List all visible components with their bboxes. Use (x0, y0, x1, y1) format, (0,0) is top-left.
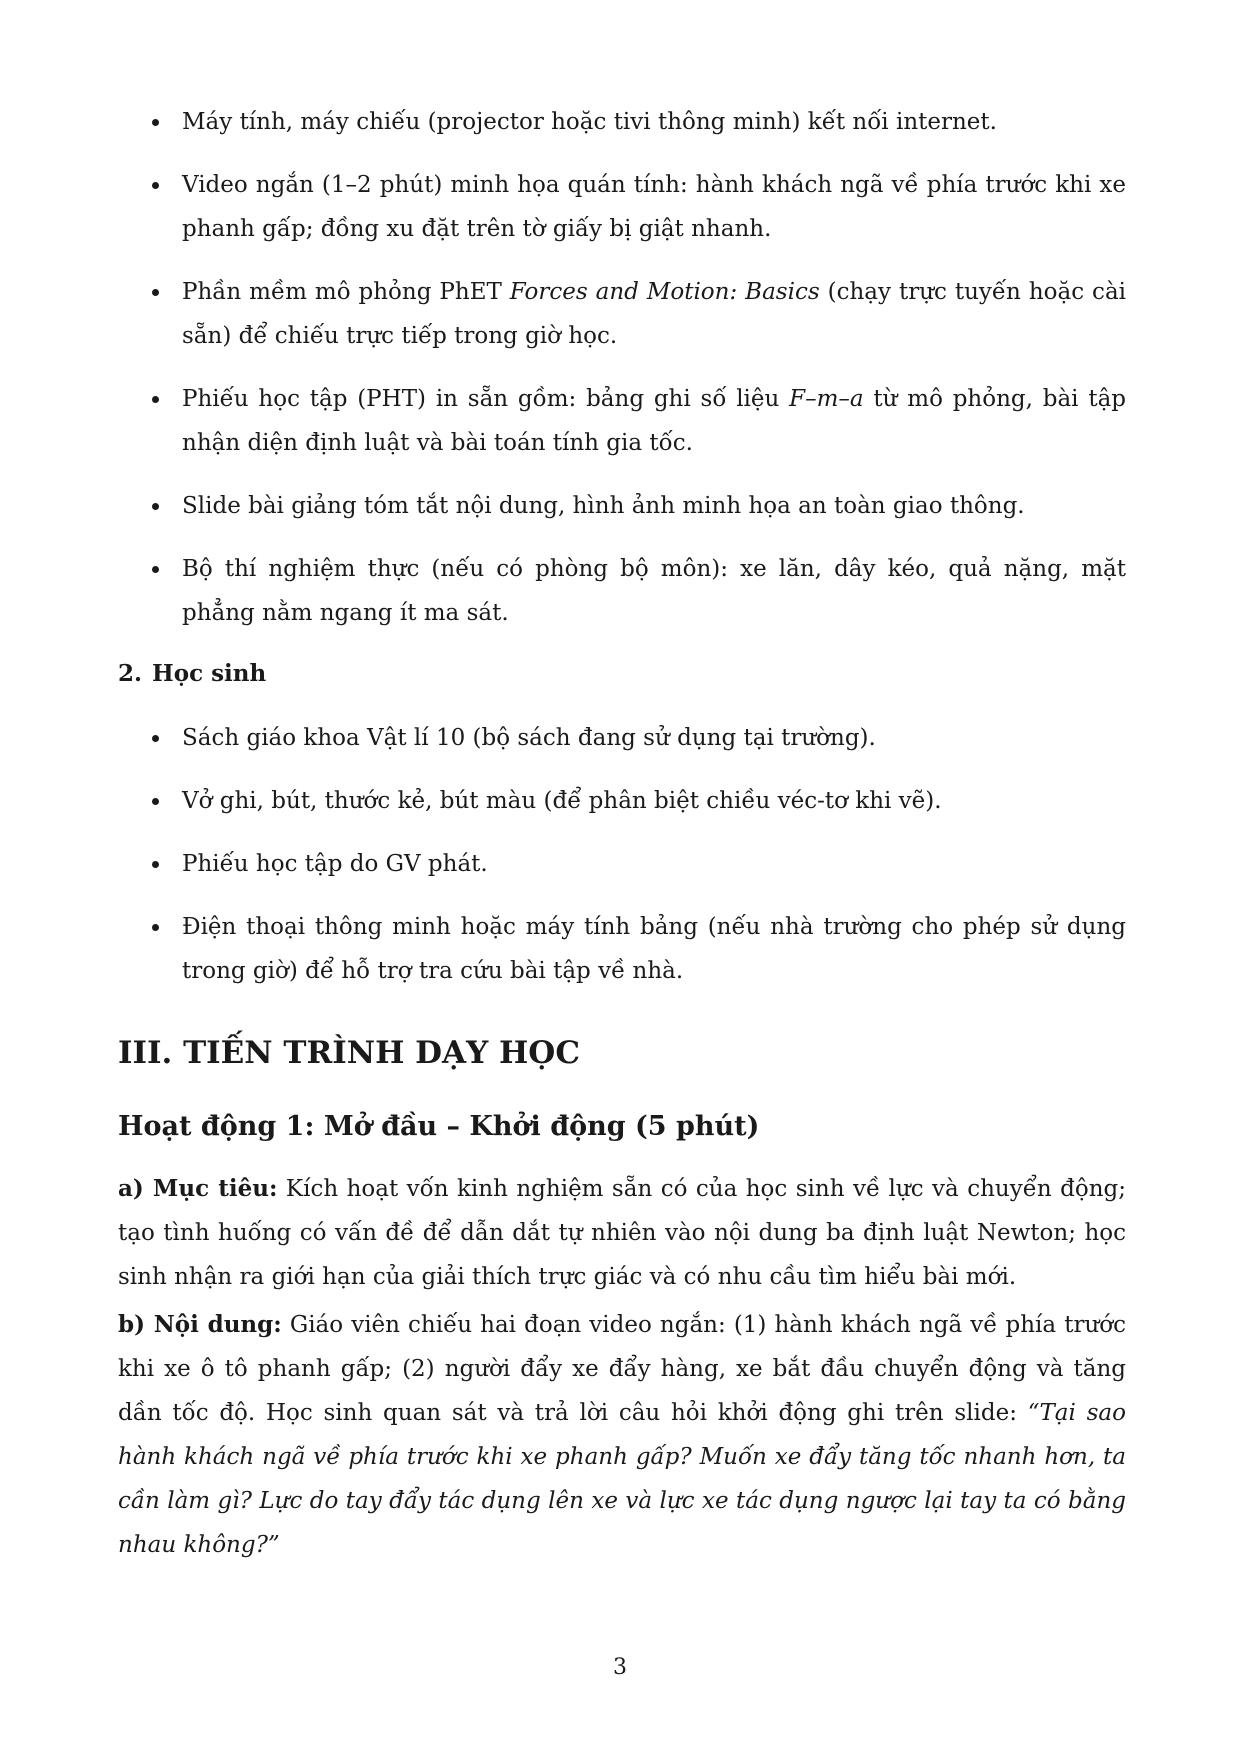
software-title: Forces and Motion: Basics (509, 279, 820, 305)
list-item (118, 377, 1126, 465)
section-title: III. TIẾN TRÌNH DẠY HỌC (118, 1035, 580, 1071)
objective-paragraph (118, 1167, 1126, 1299)
bullet-icon (152, 289, 159, 296)
content-label: b) Nội dung: (118, 1311, 282, 1338)
bullet-icon (152, 119, 159, 126)
content-paragraph (118, 1303, 1126, 1567)
list-item-text-post: (chạy trực tuyến hoặc cài sẵn) để chiếu trực tiếp trong giờ học. (182, 279, 1127, 349)
list-item-text-post: từ mô phỏng, bài tập nhận diện định luật và bài toán tính gia tốc. (182, 386, 1126, 456)
activity-title: Hoạt động 1: Mở đầu – Khởi động (5 phút) (118, 1111, 760, 1142)
list-item-text-pre: Phiếu học tập (PHT) in sẵn gồm: bảng ghi số liệu (182, 386, 790, 412)
list-item (118, 779, 1126, 823)
bullet-icon (152, 396, 159, 403)
bullet-icon (152, 924, 159, 931)
list-item (118, 716, 1126, 760)
students-heading-label: Học sinh (152, 660, 267, 687)
list-item-text: Bộ thí nghiệm thực (nếu có phòng bộ môn): xe lăn, dây kéo, quả nặng, mặt phẳng nằm ngang ít ma sát. (182, 556, 1126, 626)
formula-fma: F–m–a (789, 386, 864, 412)
list-item (118, 905, 1126, 993)
list-item (118, 100, 1126, 144)
page-number: 3 (613, 1655, 627, 1680)
list-item-text: Máy tính, máy chiếu (projector hoặc tivi thông minh) kết nối internet. (182, 109, 997, 135)
list-item (118, 842, 1126, 886)
objective-text: Kích hoạt vốn kinh nghiệm sẵn có của học sinh về lực và chuyển động; tạo tình huống có vấn đề để dẫn dắt tự nhiên vào nội dung ba định luật Newton; học sinh nhận ra giới hạn của giải thích trực giác và có nhu cầu tìm hiểu bài mới. (118, 1176, 1126, 1290)
list-item (118, 270, 1126, 358)
bullet-icon (152, 566, 159, 573)
list-item-text: Phiếu học tập do GV phát. (182, 851, 488, 877)
bullet-icon (152, 182, 159, 189)
student-equipment-list (118, 716, 1126, 993)
list-item (118, 163, 1126, 251)
bullet-icon (152, 735, 159, 742)
list-item-text: Điện thoại thông minh hoặc máy tính bảng (nếu nhà trường cho phép sử dụng trong giờ) để hỗ trợ tra cứu bài tập về nhà. (182, 914, 1126, 984)
list-item-text: Video ngắn (1–2 phút) minh họa quán tính: hành khách ngã về phía trước khi xe phanh gấp; đồng xu đặt trên tờ giấy bị giật nhanh. (182, 172, 1126, 242)
students-heading-number: 2. (118, 660, 143, 687)
document-page (118, 100, 1126, 1571)
objective-label: a) Mục tiêu: (118, 1175, 278, 1202)
list-item-text-pre: Phần mềm mô phỏng PhET (182, 279, 510, 305)
content-text: Giáo viên chiếu hai đoạn video ngắn: (1) hành khách ngã về phía trước khi xe ô tô phanh gấp; (2) người đẩy xe đẩy hàng, xe bắt đầu chuyển động và tăng dần tốc độ. Học sinh quan sát và trả lời câu hỏi khởi động ghi trên slide: (118, 1312, 1126, 1426)
list-item (118, 547, 1126, 635)
warmup-question: “Tại sao hành khách ngã về phía trước khi xe phanh gấp? Muốn xe đẩy tăng tốc nhanh hơn, ta cần làm gì? Lực do tay đẩy tác dụng lên xe và lực xe tác dụng ngược lại tay ta có bằng nhau không?” (118, 1400, 1126, 1558)
students-heading (118, 654, 1126, 694)
bullet-icon (152, 503, 159, 510)
list-item-text: Sách giáo khoa Vật lí 10 (bộ sách đang sử dụng tại trường). (182, 725, 876, 751)
list-item-text: Slide bài giảng tóm tắt nội dung, hình ảnh minh họa an toàn giao thông. (182, 493, 1025, 519)
bullet-icon (152, 861, 159, 868)
list-item (118, 484, 1126, 528)
teacher-equipment-list (118, 100, 1126, 635)
bullet-icon (152, 798, 159, 805)
list-item-text: Vở ghi, bút, thước kẻ, bút màu (để phân biệt chiều véc-tơ khi vẽ). (182, 788, 942, 814)
